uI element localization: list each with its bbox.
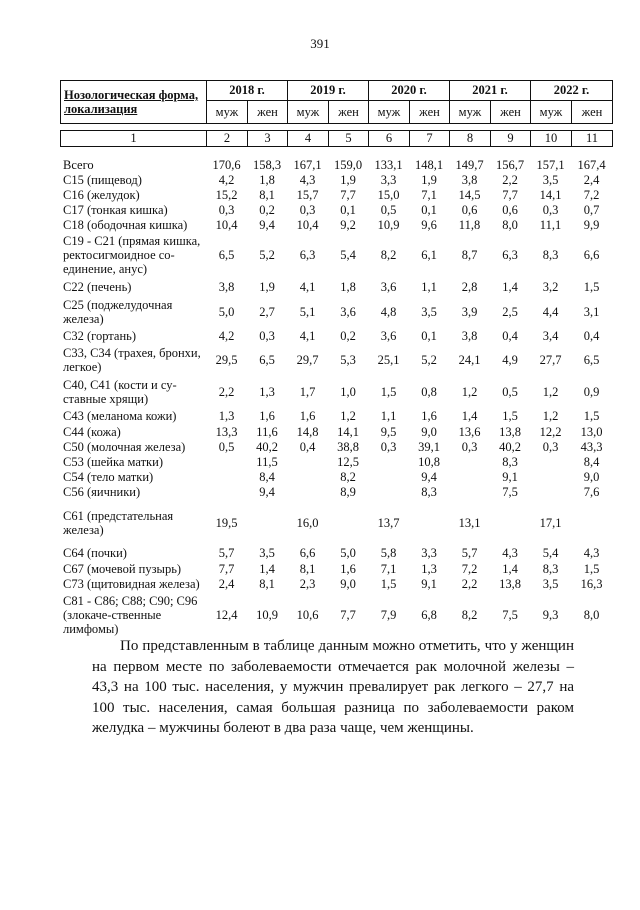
table-cell: 1,3 [259,385,275,399]
table-cell: 8,4 [259,469,275,484]
table-cell: 1,8 [259,172,275,187]
column-number: 9 [491,131,531,147]
row-label: С17 (тонкая кишка) [63,202,168,217]
table-cell: 5,1 [299,305,316,319]
table-cell: 39,1 [418,439,440,454]
table-cell: 6,5 [218,248,235,262]
table-cell: 3,5 [259,546,275,560]
table-cell: 0,5 [502,385,518,399]
table-cell [368,484,409,500]
column-number: 4 [288,131,329,147]
table-cell [530,469,571,484]
row-label: С33, С34 (трахея, бронхи, легкое) [63,346,201,374]
table-cell: 0,9 [583,385,600,399]
table-cell: 0,3 [380,439,397,454]
table-header [60,80,613,147]
column-number: 3 [248,131,288,147]
page-number: 391 [310,36,330,51]
table-cell: 1,4 [502,561,518,576]
table-cell: 3,2 [542,280,559,294]
table-cell: 7,2 [583,187,600,202]
table-cell: 25,1 [377,353,400,367]
column-numbers-row [61,131,613,147]
table-cell: 0,3 [461,439,478,454]
table-cell: 1,0 [340,385,356,399]
table-cell: 9,3 [542,608,559,622]
table-cell: 7,7 [502,187,518,202]
male-header: муж [207,101,248,124]
table-cell: 1,2 [542,409,559,423]
column-number: 6 [369,131,410,147]
female-header: жен [491,101,531,124]
table-cell: 13,6 [458,424,481,439]
table-cell: 148,1 [414,158,444,172]
table-cell: 7,7 [218,561,235,576]
table-cell: 167,4 [577,158,606,172]
table-cell: 6,5 [583,353,600,367]
table-cell: 0,7 [583,202,600,217]
table-cell: 40,2 [256,439,278,454]
table-cell: 12,5 [337,454,359,469]
table-row [60,484,612,500]
table-cell: 4,3 [583,546,600,560]
table-cell: 38,8 [337,439,359,454]
table-cell: 4,3 [299,172,316,187]
row-label: С81 - С86; С88; С90; С96 (злокаче-ственные лимфомы) [63,594,198,636]
table-cell: 1,9 [259,280,275,294]
table-cell: 133,1 [374,158,403,172]
table-cell: 7,1 [380,561,397,576]
table-cell: 0,3 [542,439,559,454]
table-row [60,296,612,328]
table-cell: 13,0 [580,424,603,439]
table-cell: 4,9 [502,353,518,367]
table-cell: 1,4 [502,280,518,294]
table-cell: 17,1 [539,515,562,530]
table-row [60,500,612,545]
table-cell: 8,3 [421,485,437,499]
table-cell: 6,3 [502,248,518,262]
table-cell: 1,2 [461,385,478,399]
table-cell [449,454,490,469]
table-row [60,561,612,576]
table-row [60,592,612,638]
table-cell: 0,3 [542,202,559,217]
table-cell: 5,7 [461,546,478,560]
table-row [60,576,612,592]
table-cell: 14,5 [458,187,481,202]
table-cell: 0,3 [218,202,235,217]
table-cell: 2,2 [218,385,235,399]
table-cell: 8,0 [583,608,600,622]
table-cell: 3,1 [583,305,600,319]
column-number: 11 [572,131,613,147]
table-cell: 2,4 [218,577,235,591]
table-cell: 8,2 [340,469,356,484]
row-label: С32 (гортань) [63,329,136,343]
year-header: 2019 г. [288,81,369,101]
table-row [60,328,612,344]
table-cell: 2,5 [502,305,518,319]
table-cell: 8,1 [259,187,275,202]
table-cell: 14,1 [337,424,359,439]
table-cell [206,469,247,484]
year-header: 2022 г. [531,81,613,101]
row-label: С44 (кожа) [63,424,121,439]
table-cell: 7,7 [340,187,356,202]
year-header: 2018 г. [207,81,288,101]
table-cell: 1,2 [340,409,356,423]
table-cell: 1,9 [421,172,437,187]
table-cell: 14,8 [296,424,319,439]
table-cell: 13,3 [215,424,238,439]
row-label: С54 (тело матки) [63,469,154,484]
female-header: жен [329,101,369,124]
table-cell: 6,5 [259,353,275,367]
table-cell: 7,9 [380,608,397,622]
table-row [60,344,612,376]
row-label: С73 (щитовидная железа) [63,577,200,591]
year-header: 2021 г. [450,81,531,101]
row-label: С43 (меланома кожи) [63,409,177,423]
table-cell: 9,4 [421,469,437,484]
table-cell: 9,0 [583,469,600,484]
table-cell: 4,3 [502,546,518,560]
table-cell: 9,4 [259,485,275,499]
table-cell: 6,3 [299,248,316,262]
row-label: С64 (почки) [63,546,127,560]
table-cell: 7,7 [340,608,356,622]
table-cell: 2,7 [259,305,275,319]
table-cell [368,454,409,469]
table-cell: 3,6 [380,280,397,294]
table-cell: 3,5 [542,172,559,187]
table-row [60,408,612,424]
table-cell [530,454,571,469]
table-cell: 3,6 [380,329,397,343]
table-cell: 8,2 [461,608,478,622]
table-cell: 3,5 [542,577,559,591]
table-cell: 1,2 [542,385,559,399]
row-label: С56 (яичники) [63,485,141,499]
table-cell: 4,4 [542,305,559,319]
table-cell: 3,6 [340,305,356,319]
table-cell: 11,6 [256,424,278,439]
table-cell: 2,2 [461,577,478,591]
table-cell: 5,7 [218,546,235,560]
row-label: С50 (молочная железа) [63,439,186,454]
table-cell: 8,3 [542,561,559,576]
male-header: муж [288,101,329,124]
table-cell: 10,9 [256,608,278,622]
table-cell: 6,6 [583,248,600,262]
table-cell: 0,2 [340,329,356,343]
column-number: 8 [450,131,491,147]
table-cell: 4,1 [299,329,316,343]
table-cell [206,484,247,500]
table-cell: 8,1 [259,577,275,591]
table-cell [368,469,409,484]
table-cell: 0,4 [583,329,600,343]
table-cell: 8,3 [542,248,559,262]
table-cell: 8,2 [380,248,397,262]
table-row [60,278,612,296]
table-cell: 0,2 [259,202,275,217]
male-header: муж [531,101,572,124]
row-label: С19 - С21 (прямая кишка, ректосигмоидное со-единение, анус) [63,234,201,276]
column-number: 10 [531,131,572,147]
table-cell: 8,3 [502,454,518,469]
table-cell: 1,5 [502,409,518,423]
table-cell: 170,6 [212,158,241,172]
table-cell: 10,4 [215,217,238,232]
table-cell: 29,7 [296,353,319,367]
table-cell: 14,1 [539,187,562,202]
table-row [60,545,612,561]
table-cell: 11,5 [256,454,278,469]
table-cell: 1,5 [380,577,397,591]
table-cell: 5,4 [542,546,559,560]
table-cell: 2,8 [461,280,478,294]
table-cell: 5,2 [259,248,275,262]
table-cell: 19,5 [215,515,238,530]
table-cell: 2,2 [502,172,518,187]
table-cell: 2,3 [299,577,316,591]
table-cell: 7,5 [502,485,518,499]
table-cell: 43,3 [580,439,603,454]
table-cell: 27,7 [539,353,562,367]
table-cell: 7,2 [461,561,478,576]
table-cell [247,500,287,545]
table-cell: 1,6 [340,561,356,576]
row-label: С53 (шейка матки) [63,454,163,469]
table-cell: 3,8 [218,280,235,294]
table-cell [530,484,571,500]
table-cell: 11,1 [539,217,562,232]
table-row [60,202,612,217]
table-cell [571,500,612,545]
table-cell: 6,6 [299,546,316,560]
table-cell: 2,4 [583,172,600,187]
table-cell: 13,8 [499,424,521,439]
table-cell: 3,9 [461,305,478,319]
table-cell: 8,9 [340,485,356,499]
table-cell: 40,2 [499,439,521,454]
table-cell: 0,3 [299,202,316,217]
table-cell: 8,7 [461,248,478,262]
row-label: С18 (ободочная кишка) [63,217,188,232]
table-cell: 0,5 [218,439,235,454]
table-row [60,172,612,187]
table-cell: 8,0 [502,217,518,232]
row-label: С61 (предстательная железа) [63,508,174,537]
table-cell: 1,6 [259,409,275,423]
row-label: С25 (поджелудочная железа) [63,298,173,326]
table-cell: 9,9 [583,217,600,232]
year-header: 2020 г. [369,81,450,101]
table-cell: 0,6 [502,202,518,217]
table-cell: 1,6 [421,409,437,423]
table-cell: 5,0 [218,305,235,319]
table-cell: 24,1 [458,353,481,367]
row-label: С67 (мочевой пузырь) [63,561,182,576]
male-header: муж [450,101,491,124]
table-cell: 3,3 [380,172,397,187]
row-label: Всего [63,158,94,172]
table-cell: 1,4 [461,409,478,423]
table-cell: 3,5 [421,305,437,319]
row-label: С16 (желудок) [63,187,140,202]
table-cell: 9,1 [421,577,437,591]
table-cell: 0,5 [380,202,397,217]
table-cell: 0,3 [259,329,275,343]
table-cell: 1,8 [340,280,356,294]
table-row [60,469,612,484]
table-cell: 9,2 [340,217,356,232]
table-row [60,232,612,278]
table-cell [328,500,368,545]
table-cell: 1,1 [380,409,397,423]
table-cell: 158,3 [252,158,282,172]
header-label: Нозологическая форма, локализация [61,81,207,124]
female-header: жен [248,101,288,124]
table-cell [287,454,328,469]
table-cell [490,500,530,545]
table-row [60,376,612,408]
table-cell: 0,1 [421,329,437,343]
table-cell: 5,3 [340,353,356,367]
table-cell: 13,8 [499,577,521,591]
table-cell: 157,1 [536,158,565,172]
column-number: 7 [410,131,450,147]
table-cell: 3,4 [542,329,559,343]
table-cell: 15,2 [215,187,238,202]
table-cell: 12,4 [215,608,238,622]
table-cell [287,484,328,500]
table-row [60,158,612,172]
male-header: муж [369,101,410,124]
table-cell: 1,3 [218,409,235,423]
table-cell: 1,1 [421,280,437,294]
table-cell: 11,8 [458,217,481,232]
table-cell: 156,7 [495,158,525,172]
row-label: С22 (печень) [63,280,132,294]
table-cell: 5,8 [380,546,397,560]
table-row [60,439,612,454]
table-cell: 5,0 [340,546,356,560]
table-cell: 4,1 [299,280,316,294]
table-cell: 0,1 [421,202,437,217]
table-cell: 1,7 [299,385,316,399]
table-cell: 15,7 [296,187,319,202]
table-cell: 9,5 [380,424,397,439]
table-cell: 4,2 [218,172,235,187]
table-cell: 13,7 [377,515,400,530]
table-cell: 7,5 [502,608,518,622]
table-cell: 0,6 [461,202,478,217]
table-cell: 1,9 [340,172,356,187]
table-cell: 10,6 [296,608,319,622]
table-cell [449,484,490,500]
table-cell [287,469,328,484]
table-cell: 0,8 [421,385,437,399]
table-cell: 1,5 [583,409,600,423]
table-cell [206,454,247,469]
table-cell: 29,5 [215,353,238,367]
table-cell: 8,4 [583,454,600,469]
table-cell [449,469,490,484]
table-cell: 4,2 [218,329,235,343]
table-cell: 4,8 [380,305,397,319]
table-cell: 159,0 [333,158,363,172]
table-cell: 3,8 [461,172,478,187]
table-row [60,454,612,469]
table-cell: 5,4 [340,248,356,262]
table-cell: 10,8 [418,454,440,469]
table-row [60,187,612,202]
row-label: С40, С41 (кости и су-ставные хрящи) [63,378,177,406]
table-cell: 6,1 [421,248,437,262]
table-cell: 1,5 [583,280,600,294]
table-cell: 16,3 [580,577,603,591]
table-cell: 149,7 [455,158,484,172]
table-cell: 9,6 [421,217,437,232]
female-header: жен [410,101,450,124]
column-number: 5 [329,131,369,147]
table-cell: 9,4 [259,217,275,232]
female-header: жен [572,101,613,124]
table-cell: 1,5 [380,385,397,399]
table-cell [409,500,449,545]
table-cell: 16,0 [296,515,319,530]
table-cell: 7,6 [583,485,600,499]
summary-text: По представленным в таблице данным можно отметить, что у женщин на первом месте по заболеваемости отмечается рак молочной железы – 43,3 на 100 тыс. населения, у мужчин превалирует рак легкого – 27,7 на 100 тыс. населения, самая большая разница по заболеваемости раком желудка – мужчины болеют в два раза чаще, чем женщины. [92,638,574,736]
table-cell: 10,4 [296,217,319,232]
table-row [60,217,612,232]
table-cell: 1,4 [259,561,275,576]
table-cell: 8,1 [299,561,316,576]
summary-paragraph [92,636,574,739]
table-cell: 10,9 [377,217,400,232]
table-cell: 3,8 [461,329,478,343]
table-cell: 1,3 [421,561,437,576]
table-cell: 1,5 [583,561,600,576]
table-cell: 1,6 [299,409,316,423]
table-cell: 15,0 [377,187,400,202]
table-cell: 167,1 [293,158,322,172]
table-cell: 13,1 [458,515,481,530]
table-cell: 0,1 [340,202,356,217]
incidence-table [60,158,612,638]
table-cell: 5,2 [421,353,437,367]
table-cell: 0,4 [299,439,316,454]
table-cell: 0,4 [502,329,518,343]
table-cell: 7,1 [421,187,437,202]
table-cell: 12,2 [539,424,562,439]
table-cell: 9,0 [340,577,356,591]
table-cell: 3,3 [421,546,437,560]
table-cell: 9,0 [421,424,437,439]
table-cell: 6,8 [421,608,437,622]
table-cell: 9,1 [502,469,518,484]
column-number: 1 [61,131,207,147]
column-number: 2 [207,131,248,147]
row-label: С15 (пищевод) [63,172,142,187]
table-row [60,424,612,439]
